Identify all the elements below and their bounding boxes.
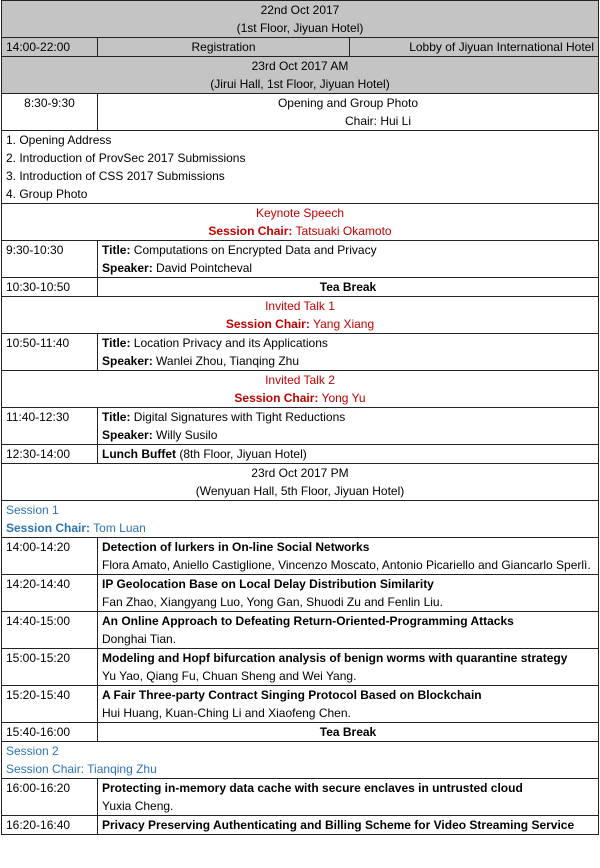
invited1-heading: Invited Talk 1 — [265, 299, 335, 313]
time-cell: 14:00-22:00 — [2, 38, 98, 57]
session2-name: Session 2 — [6, 744, 59, 758]
time-cell: 10:50-11:40 — [2, 334, 98, 371]
speaker: Wanlei Zhou, Tianqing Zhu — [156, 354, 300, 368]
day2am-venue: (Jirui Hall, 1st Floor, Jiyuan Hotel) — [210, 77, 390, 91]
time-cell: 14:00-14:20 — [2, 538, 98, 575]
registration-row — [2, 38, 599, 57]
day1-header — [2, 1, 599, 38]
time-cell: 15:40-16:00 — [2, 723, 98, 742]
speaker-label: Speaker: — [102, 428, 153, 442]
speaker: David Pointcheval — [156, 261, 253, 275]
day2am-date: 23rd Oct 2017 AM — [251, 59, 349, 73]
time-cell: 10:30-10:50 — [2, 278, 98, 297]
time-cell: 14:20-14:40 — [2, 575, 98, 612]
registration-place: Lobby of Jiyuan International Hotel — [350, 38, 599, 57]
keynote-row — [2, 241, 599, 278]
talk-title: Digital Signatures with Tight Reductions — [133, 410, 346, 424]
day2pm-venue: (Wenyuan Hall, 5th Floor, Jiyuan Hotel) — [195, 484, 405, 498]
conference-schedule-table — [1, 0, 599, 835]
keynote-chair: Tatsuaki Okamoto — [295, 224, 392, 238]
tea-break-row — [2, 723, 599, 742]
tea-break-label: Tea Break — [319, 280, 377, 294]
session1-chair: Tom Luan — [93, 521, 146, 535]
invited1-header — [2, 297, 599, 334]
invited2-row — [2, 408, 599, 445]
lunch-label: Lunch Buffet — [102, 447, 176, 461]
list-item: 2. Introduction of ProvSec 2017 Submissions — [6, 151, 246, 165]
paper-row — [2, 649, 599, 686]
paper-authors: Flora Amato, Aniello Castiglione, Vincenzo Moscato, Antonio Picariello and Giancarlo Sperlì. — [102, 558, 591, 572]
lunch-place: (8th Floor, Jiyuan Hotel) — [179, 447, 307, 461]
paper-row — [2, 686, 599, 723]
lunch-row — [2, 445, 599, 464]
day2pm-header — [2, 464, 599, 501]
keynote-heading: Keynote Speech — [255, 206, 345, 220]
chair-label: Session Chair: — [225, 317, 310, 331]
chair-label: Session Chair: — [208, 224, 293, 238]
opening-chair: Chair: Hui Li — [344, 114, 412, 128]
session2-header — [2, 742, 599, 779]
keynote-header — [2, 204, 599, 241]
speaker: Willy Susilo — [156, 428, 218, 442]
paper-title: Protecting in-memory data cache with secure enclaves in untrusted cloud — [102, 781, 523, 795]
time-cell: 9:30-10:30 — [2, 241, 98, 278]
time-cell: 14:40-15:00 — [2, 612, 98, 649]
title-label: Title: — [102, 243, 131, 257]
talk-title: Location Privacy and its Applications — [133, 336, 328, 350]
paper-title: IP Geolocation Base on Local Delay Distribution Similarity — [102, 577, 434, 591]
time-cell: 12:30-14:00 — [2, 445, 98, 464]
time-cell: 15:20-15:40 — [2, 686, 98, 723]
time-cell: 8:30-9:30 — [2, 94, 98, 131]
invited2-header — [2, 371, 599, 408]
chair-label: Session Chair: — [234, 391, 319, 405]
opening-items-row — [2, 131, 599, 204]
paper-authors: Donghai Tian. — [102, 632, 177, 646]
paper-title: A Fair Three-party Contract Singing Protocol Based on Blockchain — [102, 688, 482, 702]
time-cell: 16:00-16:20 — [2, 779, 98, 816]
speaker-label: Speaker: — [102, 354, 153, 368]
title-label: Title: — [102, 336, 131, 350]
paper-authors: Fan Zhao, Xiangyang Luo, Yong Gan, Shuodi Zu and Fenlin Liu. — [102, 595, 443, 609]
paper-title: Detection of lurkers in On-line Social Networks — [102, 540, 370, 554]
invited2-heading: Invited Talk 2 — [265, 373, 335, 387]
list-item: 1. Opening Address — [6, 133, 112, 147]
day2pm-date: 23rd Oct 2017 PM — [251, 466, 349, 480]
day1-date: 22nd Oct 2017 — [260, 3, 340, 17]
paper-title: Modeling and Hopf bifurcation analysis of benign worms with quarantine strategy — [102, 651, 568, 665]
list-item: 3. Introduction of CSS 2017 Submissions — [6, 169, 225, 183]
invited1-row — [2, 334, 599, 371]
invited1-chair: Yang Xiang — [312, 317, 375, 331]
session2-chair: Tianqing Zhu — [87, 762, 157, 776]
talk-title: Computations on Encrypted Data and Privacy — [133, 243, 377, 257]
paper-title: An Online Approach to Defeating Return-Oriented-Programming Attacks — [102, 614, 514, 628]
day1-venue: (1st Floor, Jiyuan Hotel) — [236, 21, 364, 35]
day2am-header — [2, 57, 599, 94]
chair-label: Session Chair: — [6, 521, 91, 535]
paper-authors: Hui Huang, Kuan-Ching Li and Xiaofeng Chen. — [102, 706, 351, 720]
paper-row — [2, 612, 599, 649]
session1-header — [2, 501, 599, 538]
paper-authors: Yuxia Cheng. — [102, 799, 174, 813]
tea-break-row — [2, 278, 599, 297]
invited2-chair: Yong Yu — [321, 391, 366, 405]
tea-break-label: Tea Break — [319, 725, 377, 739]
paper-title: Privacy Preserving Authenticating and Billing Scheme for Video Streaming Service — [102, 818, 575, 832]
paper-row — [2, 538, 599, 575]
chair-label: Session Chair: — [6, 762, 85, 776]
session1-name: Session 1 — [6, 503, 59, 517]
title-label: Title: — [102, 410, 131, 424]
paper-row — [2, 575, 599, 612]
paper-row — [2, 779, 599, 816]
paper-authors: Yu Yao, Qiang Fu, Chuan Sheng and Wei Yang. — [102, 669, 357, 683]
opening-title: Opening and Group Photo — [277, 96, 419, 110]
time-cell: 16:20-16:40 — [2, 816, 98, 835]
speaker-label: Speaker: — [102, 261, 153, 275]
time-cell: 15:00-15:20 — [2, 649, 98, 686]
list-item: 4. Group Photo — [6, 187, 88, 201]
registration-label: Registration — [98, 38, 350, 57]
opening-row — [2, 94, 599, 131]
time-cell: 11:40-12:30 — [2, 408, 98, 445]
paper-row — [2, 816, 599, 835]
